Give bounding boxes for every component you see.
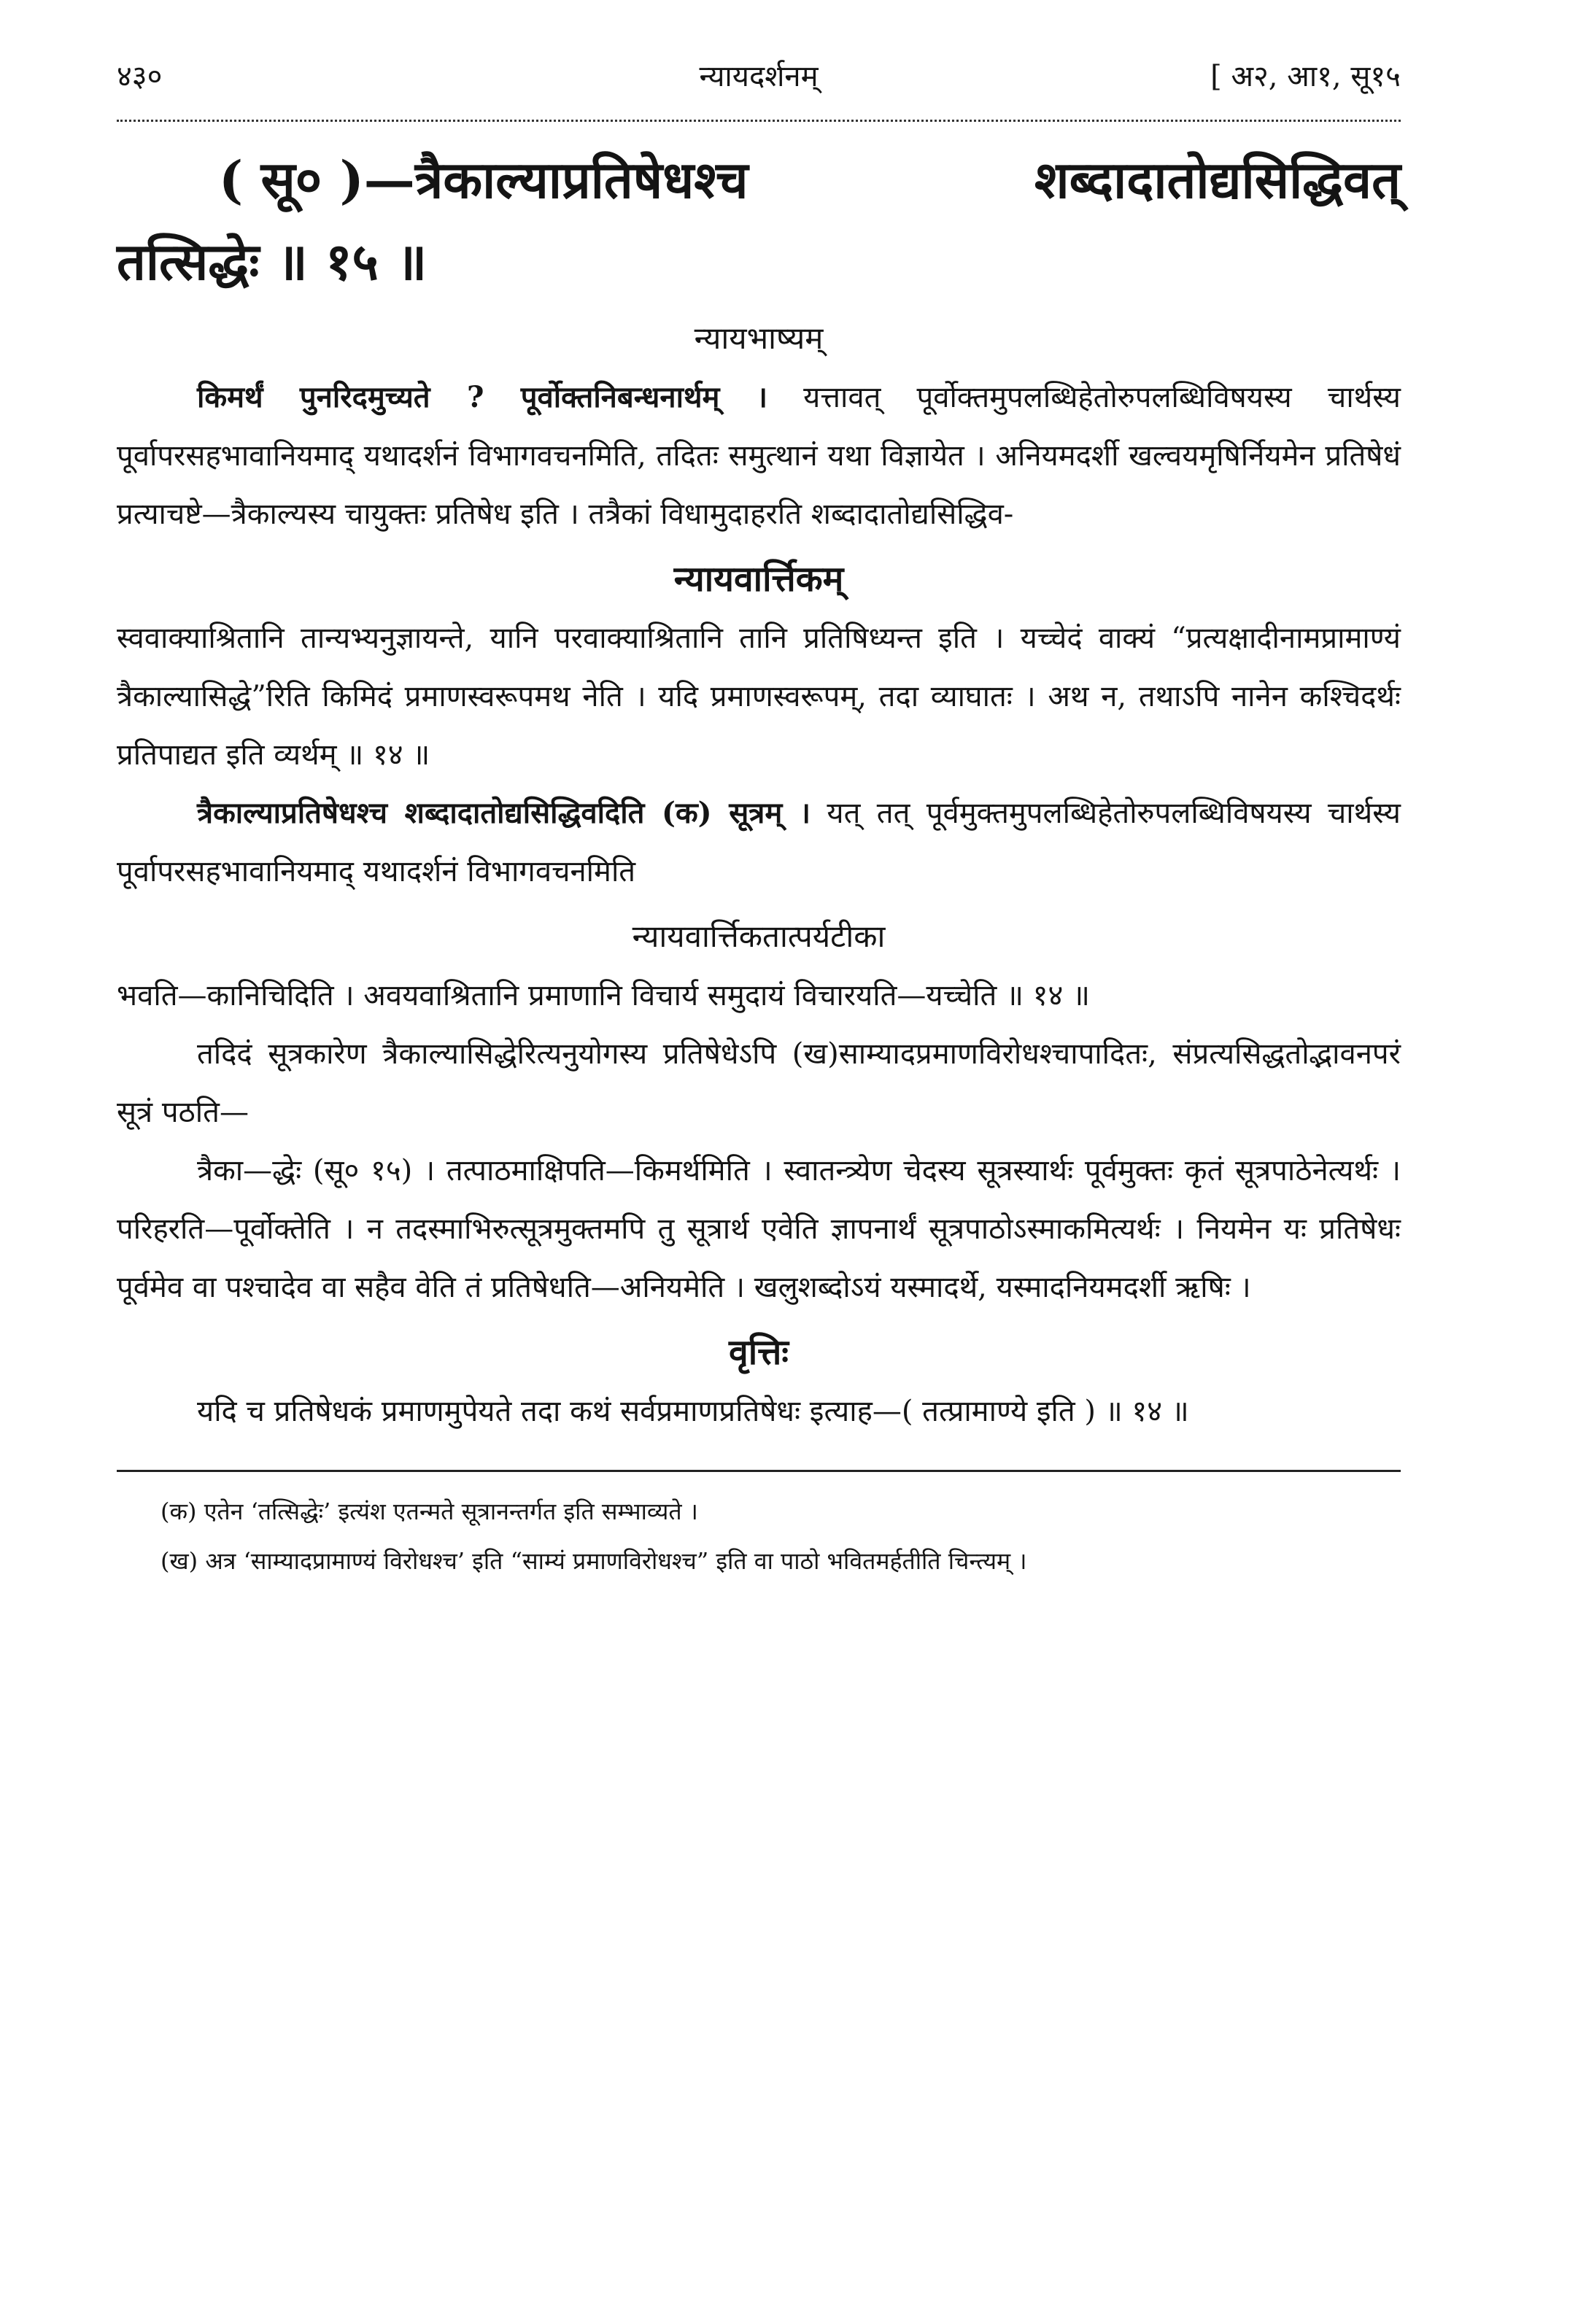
running-header (117, 44, 1401, 109)
bhashya-lead: किमर्थं पुनरिदमुच्यते ? पूर्वोक्तनिबन्धनार्थम् । (197, 380, 767, 414)
sutra-line-1-right: शब्दादातोद्यसिद्धिवत् (1034, 150, 1401, 210)
vartika-text: यत् तत् पूर्वमुक्तमुपलब्धिहेतोरुपलब्धिविषयस्य चार्थस्य पूर्वापरसहभावानियमाद् यथादर्शनं विभागवचनमिति (117, 797, 1401, 888)
vartika-lead: त्रैकाल्याप्रतिषेधश्च शब्दादातोद्यसिद्धिवदिति (क) सूत्रम् । (197, 796, 811, 830)
vritti-heading: वृत्तिः (729, 1332, 789, 1373)
sutra-block (117, 139, 1401, 303)
footnote-rule (117, 1470, 1401, 1472)
page-number: ४३० (117, 60, 163, 93)
vritti-paragraph: यदि च प्रतिषेधकं प्रमाणमुपेयते तदा कथं सर्वप्रमाणप्रतिषेधः इत्याह—( तत्प्रामाण्ये इति ) ॥ १४ ॥ (197, 1395, 1189, 1428)
tika-paragraph-2: तदिदं सूत्रकारेण त्रैकाल्यासिद्धेरित्यनुयोगस्य प्रतिषेधेऽपि (ख)साम्यादप्रमाणविरोधश्चापादितः, संप्रत्यसिद्धतोद्भावनपरं सूत्रं पठति— (117, 1037, 1401, 1129)
sutra-line-2: तत्सिद्धेः ॥ १५ ॥ (117, 231, 428, 292)
footnote-kha: (ख) अत्र ‘साम्यादप्रामाण्यं विरोधश्च’ इति “साम्यं प्रमाणविरोधश्च” इति वा पाठो भवितमर्हतीति चिन्त्यम् । (160, 1547, 1027, 1575)
sutra-line-1-left: ( सू० )—त्रैकाल्याप्रतिषेधश्च (219, 150, 748, 210)
vartika-heading: न्यायवार्त्तिकम् (673, 559, 844, 600)
tika-paragraph-3: त्रैका—द्धेः (सू० १५) । तत्पाठमाक्षिपति—किमर्थमिति । स्वातन्त्र्येण चेदस्य सूत्रस्यार्थः पूर्वमुक्तः कृतं सूत्रपाठेनेत्यर्थः । परिहरति—पूर्वोक्तेति । न तदस्माभिरुत्सूत्रमुक्तमपि तु सूत्रार्थ एवेति ज्ञापनार्थं सूत्रपाठोऽस्माकमित्यर्थः । नियमेन यः प्रतिषेधः पूर्वमेव वा पश्चादेव वा सहैव वेति तं प्रतिषेधति—अनियमेति । खलुशब्दोऽयं यस्मादर्थे, यस्मादनियमदर्शी ऋषिः । (117, 1154, 1401, 1304)
running-title: न्यायदर्शनम् (699, 60, 819, 93)
footnotes (117, 1487, 1401, 1586)
tika-heading: न्यायवार्त्तिकतात्पर्यटीका (632, 918, 886, 954)
footnote-ka: (क) एतेन ‘तत्सिद्धेः’ इत्यंश एतन्मते सूत्रानन्तर्गत इति सम्भाव्यते । (160, 1498, 698, 1525)
vartika-paragraph-2 (117, 784, 1401, 901)
bhashya-paragraph (117, 368, 1401, 543)
header-rule (117, 109, 1401, 122)
bhashya-text: यत्तावत् पूर्वोक्तमुपलब्धिहेतोरुपलब्धिविषयस्य चार्थस्य पूर्वापरसहभावानियमाद् यथादर्शनं विभागवचनमिति, तदितः समुत्थानं यथा विज्ञायेत । अनियमदर्शी खल्वयमृषिर्नियमेन प्रतिषेधं प्रत्याचष्टे—त्रैकाल्यस्य चायुक्तः प्रतिषेध इति । तत्रैकां विधामुदाहरति शब्दादातोद्यसिद्धिव- (117, 381, 1401, 531)
tika-paragraph-1: भवति—कानिचिदिति । अवयवाश्रितानि प्रमाणानि विचार्य समुदायं विचारयति—यच्चेति ॥ १४ ॥ (117, 979, 1090, 1012)
section-reference: [ अ२, आ१, सू१५ (1210, 60, 1401, 93)
page (117, 44, 1401, 1586)
vartika-paragraph-1: स्ववाक्याश्रितानि तान्यभ्यनुज्ञायन्ते, यानि परवाक्याश्रितानि तानि प्रतिषिध्यन्त इति । यच्चेदं वाक्यं “प्रत्यक्षादीनामप्रामाण्यं त्रैकाल्यासिद्धे”रिति किमिदं प्रमाणस्वरूपमथ नेति । यदि प्रमाणस्वरूपम्, तदा व्याघातः । अथ न, तथाऽपि नानेन कश्चिदर्थः प्रतिपाद्यत इति व्यर्थम् ॥ १४ ॥ (117, 621, 1401, 772)
bhashya-heading: न्यायभाष्यम् (694, 320, 824, 356)
